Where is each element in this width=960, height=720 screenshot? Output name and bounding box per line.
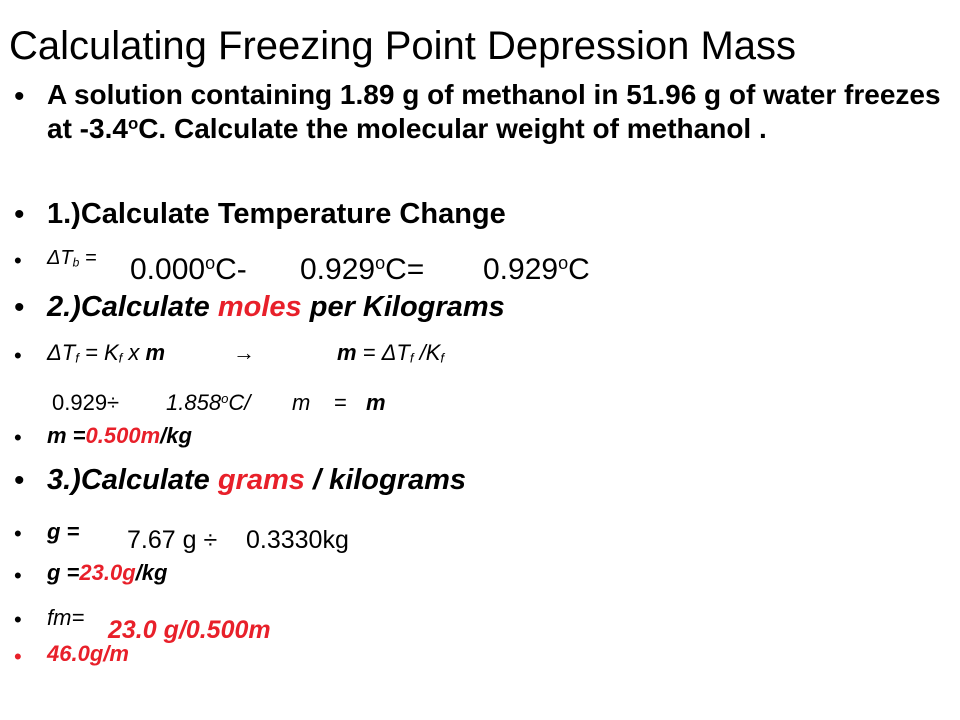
formula-right-slash: /K [413, 340, 441, 365]
calc-unit: C/ [228, 390, 251, 415]
delta-eq: = [79, 247, 97, 269]
g-denominator: 0.3330kg [246, 526, 349, 554]
g-result-value: 23.0g [79, 560, 136, 585]
calc-k-value: 1.858 [166, 390, 222, 415]
val2-unit: C= [385, 253, 425, 286]
problem-statement [47, 78, 952, 146]
calc-m: m [292, 390, 311, 415]
delta-b-sub: b [72, 255, 80, 270]
g-result-post: /kg [135, 560, 168, 585]
step3-heading [47, 463, 466, 497]
step1-value-2 [300, 252, 424, 288]
g-numerator: 7.67 g ÷ [127, 526, 218, 554]
step2-heading-pre: 2.)Calculate [47, 291, 218, 323]
moles-result-pre: m = [47, 423, 86, 448]
val3-unit: C [568, 253, 590, 286]
formula-right-eq: = ΔT [356, 340, 410, 365]
bullet-step2: • [14, 291, 25, 324]
step2-heading-moles: moles [217, 291, 302, 323]
bullet-step3-g: • [14, 521, 22, 546]
moles-result-post: /kg [160, 423, 192, 448]
bullet-final: • [14, 644, 22, 669]
step1-heading: 1.)Calculate Temperature Change [47, 198, 506, 230]
calc-numerator: 0.929÷ [52, 390, 120, 415]
bullet-step2-formula: • [14, 343, 22, 368]
calc-k [166, 389, 250, 417]
calc-eq: = [334, 390, 347, 415]
g-label: g = [47, 519, 80, 544]
deg-sup-3: o [558, 253, 569, 274]
calc-deg: o [221, 390, 229, 406]
val2: 0.929 [300, 253, 376, 286]
problem-text-2: C. Calculate the molecular weight of methanol . [138, 113, 767, 144]
delta-t-text: ΔT [47, 247, 73, 269]
formula-delta: ΔT [47, 340, 76, 365]
formula-right [337, 339, 444, 367]
step2-heading-post: per Kilograms [301, 291, 505, 323]
formula-m: m [145, 340, 166, 365]
fm-value: 23.0 g/0.500m [108, 616, 271, 644]
bullet-step3: • [14, 464, 25, 497]
moles-result-value: 0.500m [85, 423, 161, 448]
bullet-fm: • [14, 607, 22, 632]
val1-unit: C- [215, 253, 247, 286]
bullet-problem: • [14, 80, 25, 113]
step2-heading [47, 290, 505, 324]
formula-right-k-sub: f [440, 350, 445, 366]
formula-right-m: m [337, 340, 357, 365]
bullet-step3-g-result: • [14, 563, 22, 588]
slide-title: Calculating Freezing Point Depression Mass [9, 24, 797, 68]
formula-right-sub-f: f [409, 350, 414, 366]
formula-eq: = K [78, 340, 119, 365]
formula-k-sub: f [118, 350, 123, 366]
g-result-pre: g = [47, 560, 80, 585]
formula-left [47, 339, 165, 367]
fm-label: fm= [47, 605, 85, 630]
val1: 0.000 [130, 253, 206, 286]
degree-sup: o [127, 113, 139, 133]
step1-values [130, 252, 247, 288]
bullet-step1: • [14, 198, 25, 231]
step1-value-3 [483, 252, 590, 288]
step3-heading-grams: grams [217, 464, 305, 496]
bullet-step1-delta: • [14, 248, 22, 273]
final-answer: 46.0g/m [47, 641, 129, 666]
deg-sup-1: o [205, 253, 216, 274]
calc-result: m [366, 390, 386, 415]
step3-heading-post: / kilograms [304, 464, 467, 496]
bullet-step2-result: • [14, 425, 22, 450]
step3-heading-pre: 3.)Calculate [47, 464, 218, 496]
arrow-icon: → [233, 340, 255, 365]
g-result [47, 559, 167, 587]
formula-sub-f: f [75, 350, 79, 366]
formula-times: x [122, 340, 146, 365]
moles-result [47, 422, 192, 450]
val3: 0.929 [483, 253, 559, 286]
delta-tb-label [47, 246, 97, 270]
deg-sup-2: o [375, 253, 386, 274]
problem-text-1: A solution containing 1.89 g of methanol in 51.96 g of water freezes at -3.4 [47, 79, 941, 144]
